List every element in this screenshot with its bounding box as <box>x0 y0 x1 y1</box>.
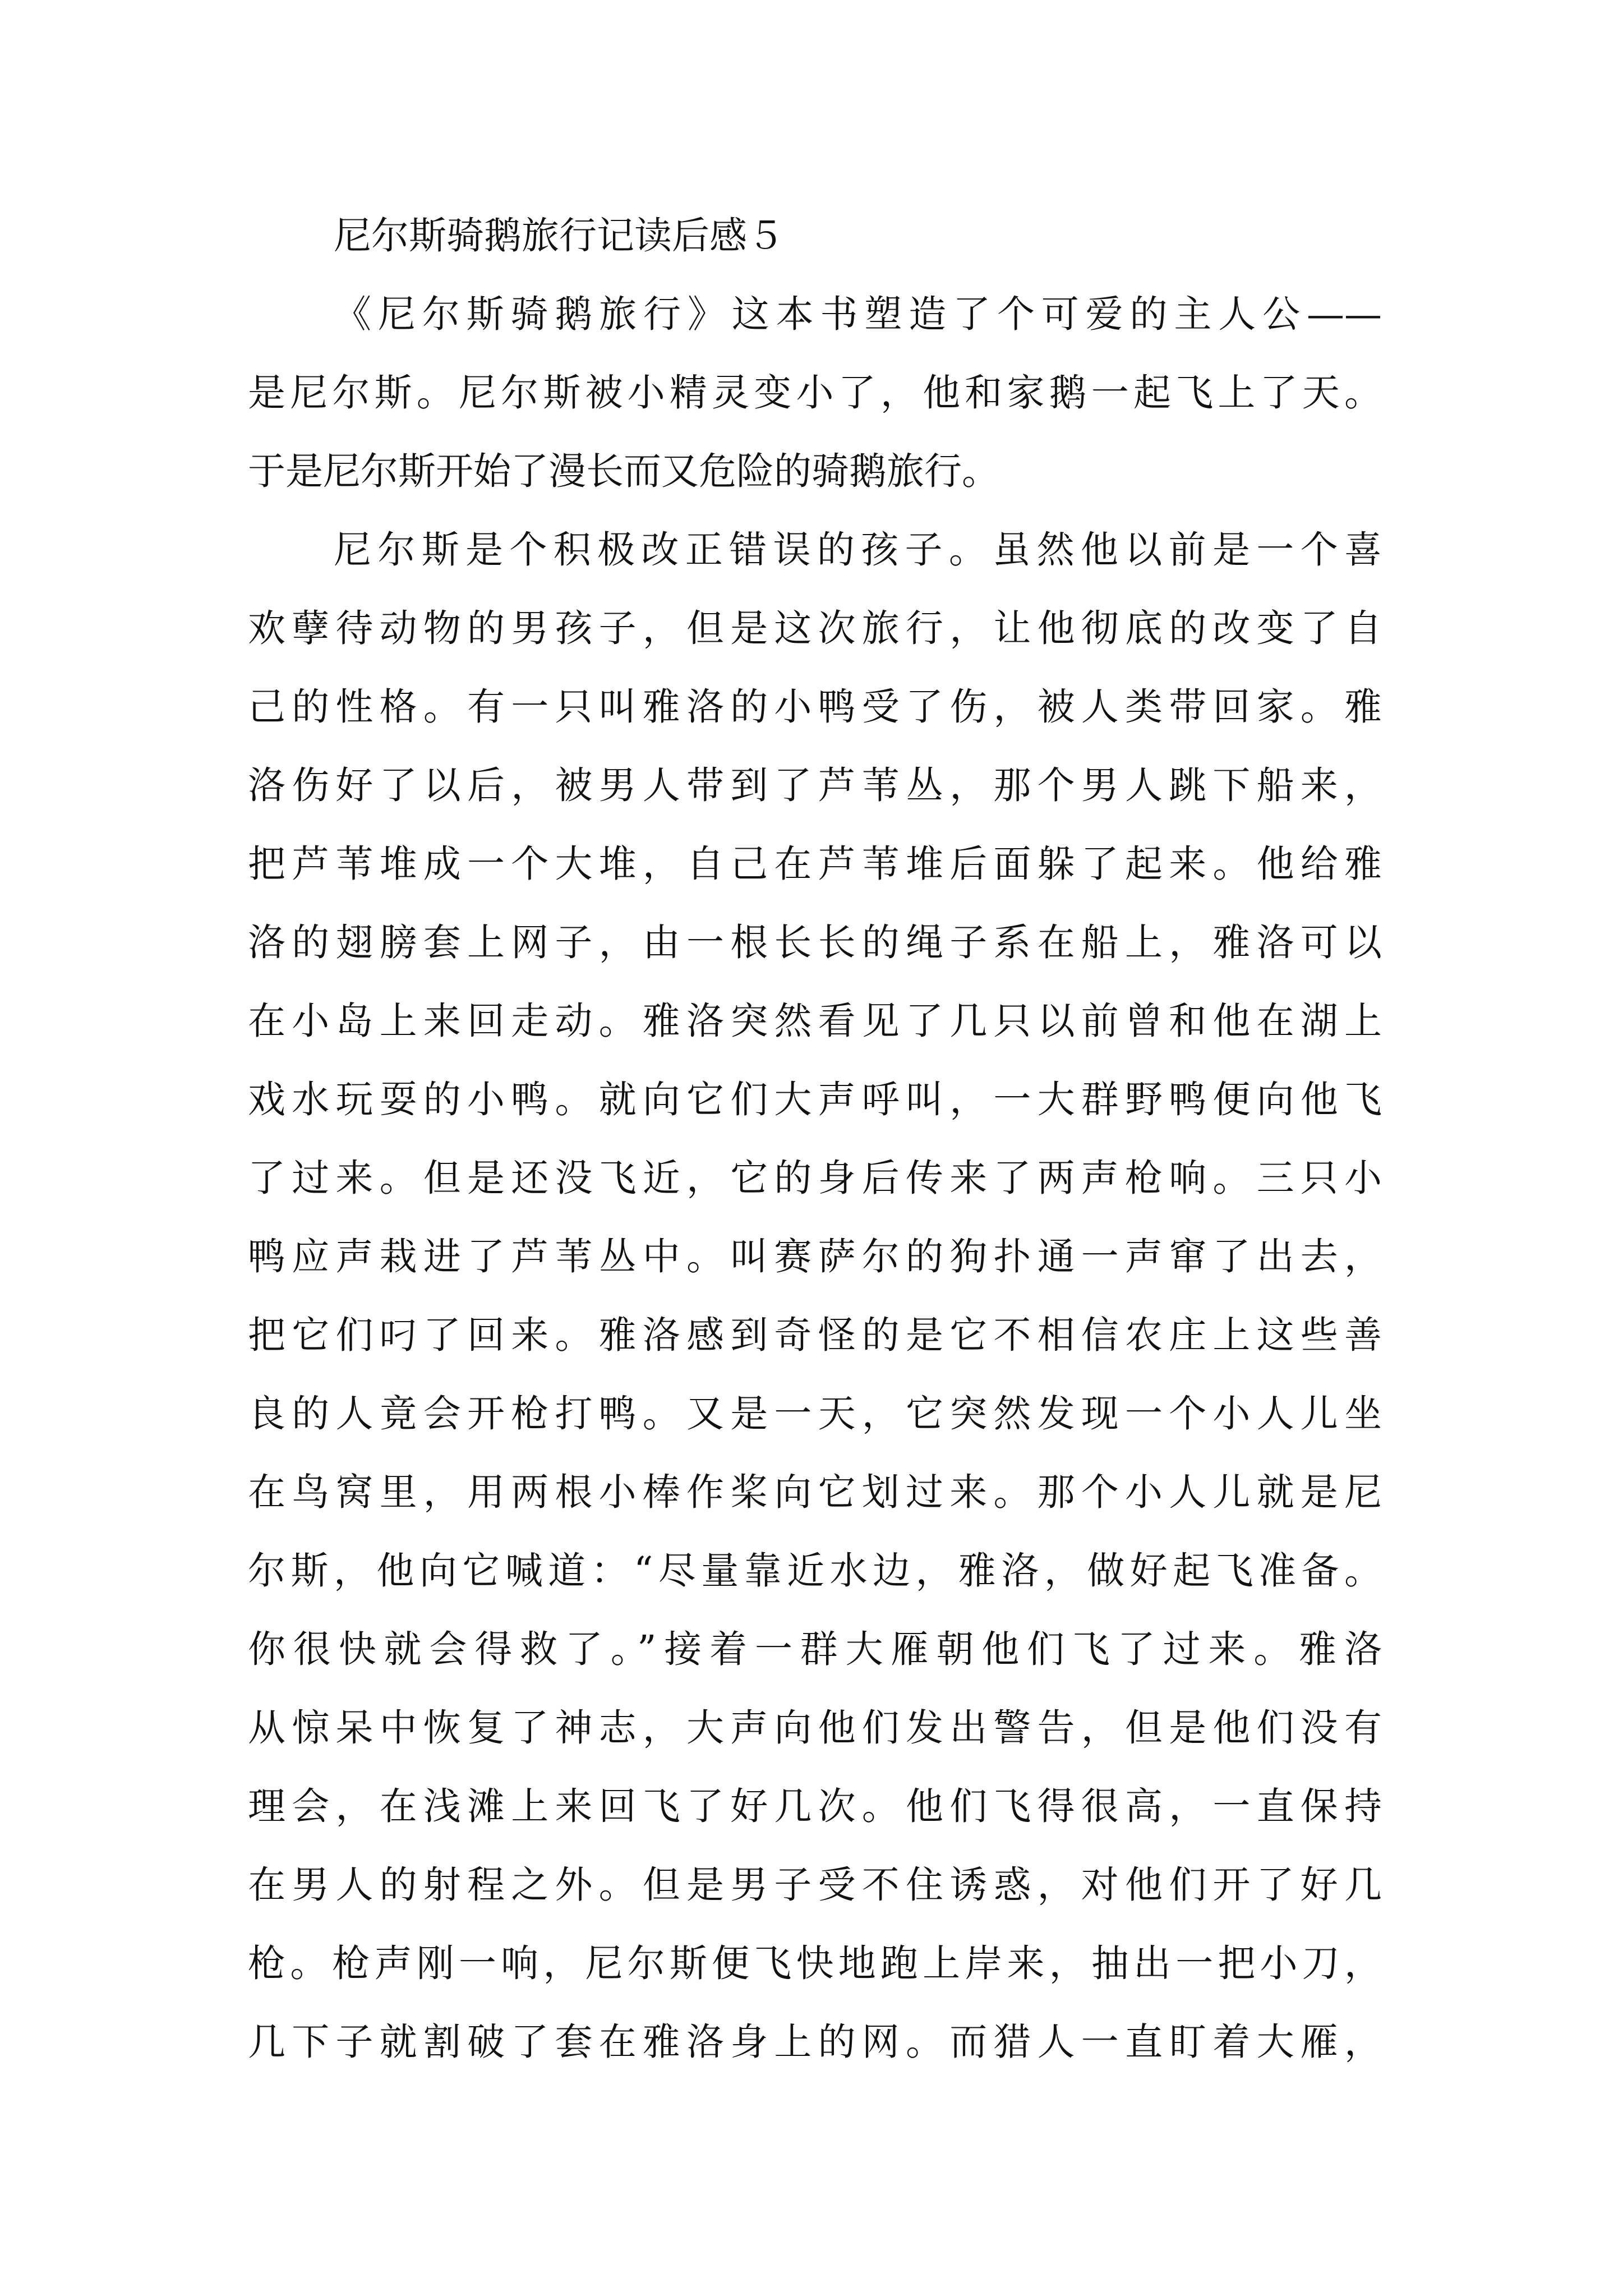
paragraph-2-line-18: 在男人的射程之外。但是男子受不住诱惑，对他们开了好几 <box>248 1863 1382 1907</box>
document-title: 尼尔斯骑鹅旅行记读后感５ <box>334 214 785 257</box>
paragraph-1-line-2: 是尼尔斯。尼尔斯被小精灵变小了，他和家鹅一起飞上了天。 <box>248 371 1382 415</box>
paragraph-2-line-16: 从惊呆中恢复了神志，大声向他们发出警告，但是他们没有 <box>248 1706 1382 1750</box>
paragraph-2-line-9: 了过来。但是还没飞近，它的身后传来了两声枪响。三只小 <box>248 1156 1382 1200</box>
paragraph-2-line-17: 理会，在浅滩上来回飞了好几次。他们飞得很高，一直保持 <box>248 1784 1382 1828</box>
paragraph-1-line-1: 《尼尔斯骑鹅旅行》这本书塑造了个可爱的主人公—— <box>334 292 1382 336</box>
paragraph-2-line-6: 洛的翅膀套上网子，由一根长长的绳子系在船上，雅洛可以 <box>248 921 1382 964</box>
paragraph-2-line-11: 把它们叼了回来。雅洛感到奇怪的是它不相信农庄上这些善 <box>248 1313 1382 1357</box>
paragraph-2-line-7: 在小岛上来回走动。雅洛突然看见了几只以前曾和他在湖上 <box>248 999 1382 1043</box>
paragraph-2-line-14: 尔斯，他向它喊道：“尽量靠近水边，雅洛，做好起飞准备。 <box>248 1549 1382 1593</box>
paragraph-2-line-2: 欢孽待动物的男孩子，但是这次旅行，让他彻底的改变了自 <box>248 606 1382 650</box>
paragraph-2-line-1: 尼尔斯是个积极改正错误的孩子。虽然他以前是一个喜 <box>334 528 1382 572</box>
paragraph-2-line-3: 己的性格。有一只叫雅洛的小鸭受了伤，被人类带回家。雅 <box>248 685 1382 729</box>
paragraph-2-line-12: 良的人竟会开枪打鸭。又是一天，它突然发现一个小人儿坐 <box>248 1392 1382 1435</box>
paragraph-2-line-4: 洛伤好了以后，被男人带到了芦苇丛，那个男人跳下船来， <box>248 763 1382 807</box>
paragraph-2-line-20: 几下子就割破了套在雅洛身上的网。而猎人一直盯着大雁， <box>248 2020 1382 2064</box>
paragraph-1-line-3: 于是尼尔斯开始了漫长而又危险的骑鹅旅行。 <box>248 449 999 493</box>
paragraph-2-line-19: 枪。枪声刚一响，尼尔斯便飞快地跑上岸来，抽出一把小刀， <box>248 1941 1382 1985</box>
paragraph-2-line-8: 戏水玩耍的小鸭。就向它们大声呼叫，一大群野鸭便向他飞 <box>248 1078 1382 1121</box>
paragraph-2-line-15: 你很快就会得救了。”接着一群大雁朝他们飞了过来。雅洛 <box>248 1627 1382 1671</box>
paragraph-2-line-10: 鸭应声栽进了芦苇丛中。叫赛萨尔的狗扑通一声窜了出去， <box>248 1235 1382 1278</box>
paragraph-2-line-13: 在鸟窝里，用两根小棒作桨向它划过来。那个小人儿就是尼 <box>248 1470 1382 1514</box>
paragraph-2-line-5: 把芦苇堆成一个大堆，自己在芦苇堆后面躲了起来。他给雅 <box>248 842 1382 886</box>
